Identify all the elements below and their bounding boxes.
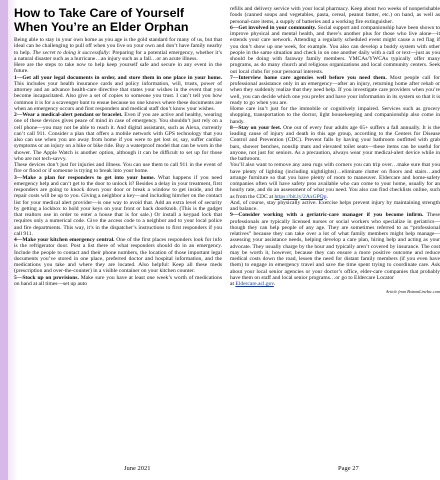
section-7-heading: 7—Interview home care agencies well before you need them. bbox=[230, 74, 387, 81]
section-4-heading: 4—Make your kitchen emergency central. bbox=[14, 237, 115, 243]
section-2 bbox=[14, 112, 222, 162]
section-1-body: This includes your health insurance cards and policy information, will, trusts, power of attorney and an advance health-care directive that states your wishes in the event that you become incapacitated. Also give a set of copies to someone you trust. I can’t tell you how common it is for a scavenger hunt to ensue because no one knows where these documents are when an emergency occurs and first responders and medical staff don’t know your wishes. bbox=[14, 80, 222, 112]
article-credit: Article from BottomLineInc.com bbox=[385, 289, 440, 295]
section-9-link-line bbox=[230, 281, 440, 287]
intro-text-continued: Preparing for a potential emergency, whether it’s a natural disaster such as a hurricane…an injury such as a fall…or an acute illness. bbox=[14, 49, 222, 62]
section-7-body: Most people call for professional assistance only in an emergency—after an injury, returning home after rehab or when they suddenly realize that they need help. If you investigate care providers when you’re well, you can decide which one you prefer and have your information in its system so that it is ready to go when you are. bbox=[230, 74, 440, 106]
section-5-heading: 5—Stock up on provisions. bbox=[14, 274, 79, 281]
section-9-body: These professionals are typically licensed nurses or social workers who specialize in geriatrics—though they can help people of any age. They are sometimes referred to as “professional relatives” because they can take over a lot of what family members might help manage—assessing your assistance needs, helping develop a care plan, hiring help and acting as your advocate. They usually charge by the hour and typically aren’t covered by insurance. The cost may be worth it, however, because they can ensure a more positive outcome and reduce medical costs down the road, lessen the need for distant family members (if you even have them) to engage in emergency travel and save the time spent trying to coordinate care. Ask about your local senior agencies or your doctor’s office, elder-care companies that probably have them on staff and local senior programs…or go to Eldercare Locator bbox=[230, 212, 440, 281]
section-5-continued: refills and delivery service with your local pharmacy. Keep about two weeks of nonperishable foods (canned soups and vegetables, pasta, cereal, peanut butter, etc.) on hand, as well as personal-care items, a supply of batteries and a working fire extinguisher. bbox=[230, 6, 440, 25]
article-title bbox=[14, 6, 222, 34]
left-column bbox=[14, 6, 222, 446]
section-6-body: Social support and companionship have been shown to improve physical and mental health, and there’s another plus for those who live alone—it extends your care network. Attending a regularly scheduled event might cause a red flag if you don’t show up one week, for example. You also can develop a buddy system with other people in the same situation and check in on one another daily with a call or text—just as you should be doing with faraway family members. YMCAs/YWCAs typically offer many programs, as do many church and religious organizations and local community centers. Seek out local clubs for your personal interests. bbox=[230, 24, 440, 75]
section-7-body-continued: Home care isn’t just for the immobile or cognitively impaired. Services such as grocery shopping, transportation to the doctor, light housekeeping and companionship also come in handy. bbox=[230, 106, 440, 125]
section-2-heading: 2—Wear a medical-alert pendant or bracelet. bbox=[14, 112, 123, 118]
footer-page-number: Page 27 bbox=[338, 465, 359, 472]
section-2-body: Even if you are active and healthy, wearing one of these devices gives peace of mind in case of emergency. You shouldn’t just rely on a cell phone—you may not be able to reach it. And digital assistants, such as Alexa, currently can’t call 911. Consider a plan that offers a mobile network with GPS technology that you also can use when you are away from home if you were to get lost or, say, suffer cardiac symptoms or an injury on a hike or bike ride. Buy a waterproof model that can be worn in the shower. The Apple Watch is another option, although it can be difficult to set up for those who are not tech-savvy. bbox=[14, 112, 222, 162]
section-8-body: One out of every four adults age 65+ suffers a fall annually. It is the leading cause of injury and death in this age group, according to the Centers for Disease Control and Prevention (CDC). Prevent falls by having your bathroom outfitted with grab bars, shower benches, nonslip mats and elevated toilet seats—these items can be useful for anyone, not just for seniors. As a precaution, always wear your medical-alert device while in the bathroom. bbox=[230, 124, 440, 162]
section-8-exercise-paragraph: And, of course, stay physically active. Exercise helps prevent injury by maintaining strength and balance. bbox=[230, 199, 440, 212]
section-8-heading: 8—Stay on your feet. bbox=[230, 124, 282, 131]
section-9-period: . bbox=[273, 281, 276, 287]
section-8-body-text: You’ll also want to remove any area rugs with corners you can trip over…make sure that you have plenty of lighting (including nightlights)…eliminate clutter on floors and stairs…and arrange furniture so that you have plenty of room to maneuver. Eldercare and home-safety companies often will have safety pros available who can come to your home, usually for an hourly rate, and do an assessment of what you need. You also can find checklists online, such as from the CDC at bbox=[230, 162, 440, 200]
section-8-body-continued bbox=[230, 162, 440, 200]
section-7 bbox=[230, 75, 440, 106]
intro-paragraph bbox=[14, 37, 222, 62]
intro-emphasis: The secret to doing it successfully: bbox=[32, 49, 111, 56]
section-3-body: What happens if you need emergency help and can’t get to the door to unlock it? Besides a delay in your treatment, first responders are going to knock down your door or break a window to get inside, and the repair costs will be up to you. Giving a neighbor a key—and including him/her on the contact list for your medical alert provider—is one way to avoid that. Add an extra level of security by getting a lockbox to hold your keys on your front or back doorknob. (This is the gadget that realtors use in order to enter a house that is for sale.) Or install a keypad lock that requires only a numerical code. Give the access code to a neighbor and to your local police and fire departments. This way, it’s in the dispatcher’s instructions to first responders if you call 911. bbox=[14, 174, 222, 237]
section-9-heading: 9—Consider working with a geriatric-care manager if you become infirm. bbox=[230, 212, 424, 219]
section-5 bbox=[14, 275, 222, 288]
section-9-at: at bbox=[230, 281, 236, 287]
section-6-heading: 6—Get involved in your community. bbox=[230, 24, 317, 31]
section-3-heading: 3—Make a plan for responders to get into your home. bbox=[14, 174, 155, 181]
section-9 bbox=[230, 212, 440, 281]
eldercare-locator-link[interactable]: Eldercare.acl.gov bbox=[235, 281, 274, 287]
footer-date: June 2021 bbox=[124, 465, 151, 472]
section-8 bbox=[230, 125, 440, 163]
section-6 bbox=[230, 25, 440, 75]
section-4 bbox=[14, 237, 222, 275]
intro-steps-paragraph: Here are the steps to take now to help keep yourself safe and secure in any event in the future. bbox=[14, 62, 222, 75]
article-title-line-1: How to Take Care of Yourself bbox=[14, 6, 185, 20]
section-5-body: Make sure you have at least one week’s worth of medications on hand at all times—set up auto bbox=[14, 274, 222, 287]
section-2-body-continued: These devices don’t just for injuries and illness. You can use them to call 911 in the event of fire or flood or if someone is trying to break into your home. bbox=[14, 162, 222, 175]
cdc-checklist-link[interactable]: https://bit.ly/2AxGPQp bbox=[274, 193, 327, 200]
section-1-heading: 1—Get all your legal documents in order, and store them in one place in your home. bbox=[14, 74, 222, 81]
section-4-body: One of the first places responders look for info is the refrigerator door. Post a list there of what responders should do in an emergency. Include the people to contact and their phone numbers, the location of those important legal documents you’ve stored in one place, preferred doctor and hospital information, and the medications you take and where they are located. Also helpful: Keep all these meds (prescription and over-the-counter) in a visible container on your kitchen counter. bbox=[14, 237, 222, 275]
article-title-line-2: When You’re an Elder Orphan bbox=[14, 20, 189, 34]
right-column bbox=[230, 6, 440, 446]
section-8-period: . bbox=[326, 193, 328, 200]
section-1 bbox=[14, 75, 222, 113]
intro-text: Being able to stay in your own home as you age is the gold standard for many of us, but that ideal can be challenging to pull off when you live on your own and don’t have family nearby to help. bbox=[14, 37, 222, 56]
section-3 bbox=[14, 175, 222, 238]
